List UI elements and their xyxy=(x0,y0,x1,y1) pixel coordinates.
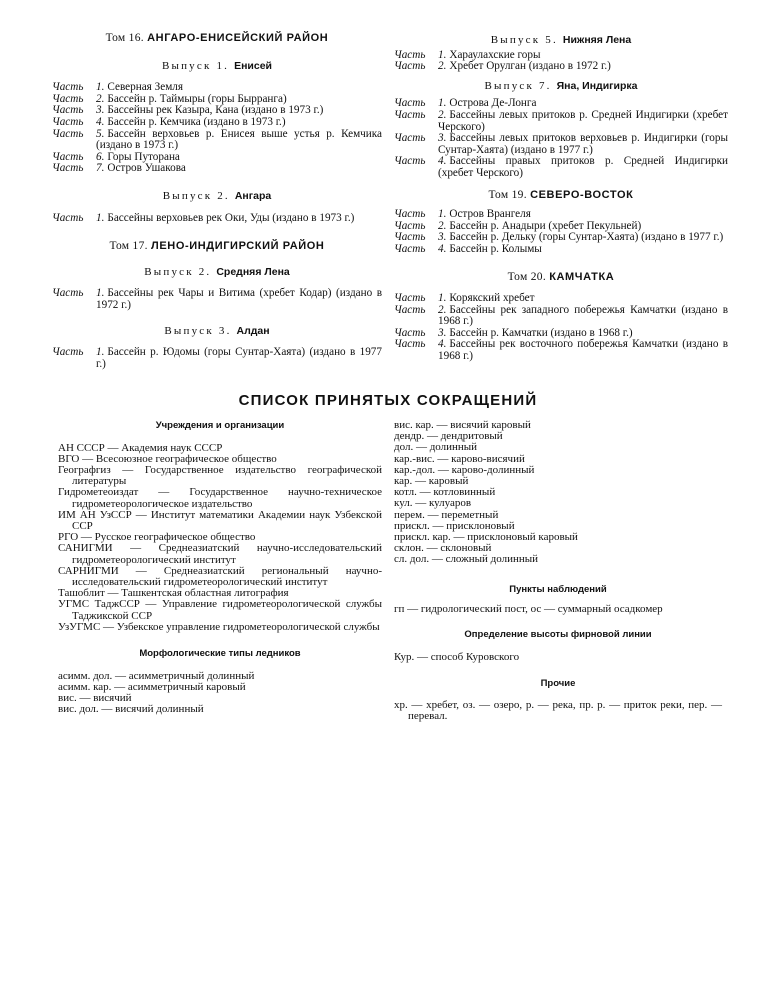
list-item: сл. дол. — сложный долинный xyxy=(394,553,539,566)
orgs-list xyxy=(58,443,382,633)
list-item: вис. — висячий xyxy=(58,692,132,705)
list-item: Ташоблит — Ташкентская областная литография xyxy=(58,587,289,600)
parts-list xyxy=(394,98,728,179)
list-item: котл. — котловинный xyxy=(394,486,496,499)
list-item: кар.-дол. — карово-долинный xyxy=(394,463,535,476)
abbrev-right-column xyxy=(394,420,722,722)
list-item: Часть 4. Бассейны рек восточного побережья Камчатки (издано в 1968 г.) xyxy=(394,338,728,363)
obs-heading: Пункты наблюдений xyxy=(509,583,607,595)
list-item: Часть 2. Бассейн р. Анадыри (хребет Пекульней) xyxy=(394,219,642,232)
issue-heading: Выпуск 7. Яна, Индигирка xyxy=(484,79,638,92)
list-item: Часть 1. Хараулахские горы xyxy=(394,48,541,61)
list-item: вис. кар. — висячий каровый xyxy=(394,419,531,431)
list-item: Часть 1. Острова Де-Лонга xyxy=(394,97,537,110)
volume-20 xyxy=(394,272,728,363)
obs-text: гп — гидрологический пост, ос — суммарный осадкомер xyxy=(394,603,663,616)
list-item: Гидрометеоиздат — Государственное научно-техническое гидрометеорологическое издательство xyxy=(58,486,382,510)
list-item: Часть 2. Хребет Орулган (издано в 1972 г.) xyxy=(394,60,611,73)
firn-text: Кур. — способ Куровского xyxy=(394,651,520,664)
abbreviations-title: СПИСОК ПРИНЯТЫХ СОКРАЩЕНИЙ xyxy=(238,392,538,409)
list-item: Часть 2. Бассейны рек западного побережья Камчатки (издано в 1968 г.) xyxy=(394,303,728,328)
list-item: РГО — Русское географическое общество xyxy=(58,531,256,544)
list-item: асимм. дол. — асимметричный долинный xyxy=(58,669,255,682)
issue-heading: Выпуск 1. Енисей xyxy=(161,59,273,72)
issue-heading: Выпуск 5. Нижняя Лена xyxy=(490,34,632,46)
list-item: УзУГМС — Узбекское управление гидрометеорологической службы xyxy=(58,620,380,633)
list-item: Географгиз — Государственное издательство географической литературы xyxy=(58,464,382,488)
orgs-heading: Учреждения и организации xyxy=(155,420,285,431)
parts-list xyxy=(52,347,382,370)
parts-list xyxy=(52,82,382,175)
parts-list xyxy=(394,209,728,255)
other-text: хр. — хребет, оз. — озеро, р. — река, пр. р. — приток реки, пер. — перевал. xyxy=(394,698,722,723)
list-item: дол. — долинный xyxy=(394,441,478,454)
parts-list xyxy=(394,293,728,363)
list-item: прискл. — присклоновый xyxy=(394,519,515,532)
volume-17 xyxy=(52,241,382,370)
issue-heading: Выпуск 3. Алдан xyxy=(164,324,270,337)
list-item: кар. — каровый xyxy=(394,475,469,488)
abbrev-left-column xyxy=(58,420,382,715)
right-column xyxy=(394,0,728,363)
list-item: Часть 3. Бассейн р. Дельку (горы Сунтар-Хаята) (издано в 1977 г.) xyxy=(394,231,724,244)
volume-heading: Том 16. АНГАРО-ЕНИСЕЙСКИЙ РАЙОН xyxy=(105,32,329,44)
list-item: асимм. кар. — асимметричный каровый xyxy=(58,680,246,693)
list-item: кар.-вис. — карово-висячий xyxy=(394,452,525,465)
list-item: вис. дол. — висячий долинный xyxy=(58,703,204,716)
list-item: Часть 4. Бассейн р. Кемчика (издано в 1973 г.) xyxy=(52,115,286,128)
list-item: Часть 1. Северная Земля xyxy=(52,81,184,94)
volume-heading: Том 17. ЛЕНО-ИНДИГИРСКИЙ РАЙОН xyxy=(109,240,325,253)
list-item: Часть 6. Горы Путорана xyxy=(52,150,180,163)
list-item: прискл. кар. — присклоновый каровый xyxy=(394,531,578,544)
list-item: ИМ АН УзССР — Институт математики Академии наук Узбекской ССР xyxy=(58,508,382,533)
volume-heading: Том 19. СЕВЕРО-ВОСТОК xyxy=(488,188,634,201)
morph-heading: Морфологические типы ледников xyxy=(139,648,301,660)
list-item: АН СССР — Академия наук СССР xyxy=(58,441,223,454)
left-column xyxy=(52,0,382,370)
volume-19 xyxy=(394,190,728,256)
list-item: Часть 7. Остров Ушакова xyxy=(52,162,186,175)
list-item: склон. — склоновый xyxy=(394,542,492,555)
list-item: Часть 4. Бассейн р. Колымы xyxy=(394,242,542,255)
list-item: Часть 1. Бассейны верховьев рек Оки, Уды (издано в 1973 г.) xyxy=(52,211,355,224)
morph-list xyxy=(58,671,382,716)
list-item: ВГО — Всесоюзное географическое общество xyxy=(58,452,277,465)
list-item: Часть 3. Бассейны левых притоков верховьев р. Индигирки (горы Сунтар-Хаята) (издано в 1977 г.) xyxy=(394,132,728,156)
list-item: перем. — переметный xyxy=(394,508,499,521)
list-item: Часть 5. Бассейн верховьев р. Енисея выше устья р. Кемчика (издано в 1973 г.) xyxy=(52,127,382,152)
list-item: кул. — кулуаров xyxy=(394,497,472,510)
list-item: САНИГМИ — Среднеазиатский научно-исследовательский гидрометеорологический институт xyxy=(58,542,382,566)
issue-heading: Выпуск 2. Ангара xyxy=(162,189,272,202)
list-item: САРНИГМИ — Среднеазиатский региональный научно-исследовательский гидрометеорологический институт xyxy=(58,564,382,589)
list-item: Часть 1. Корякский хребет xyxy=(394,292,535,305)
volume-16 xyxy=(52,33,382,224)
parts-list xyxy=(394,50,728,73)
list-item: Часть 1. Бассейн р. Юдомы (горы Сунтар-Хаята) (издано в 1977 г.) xyxy=(52,346,382,370)
volume-heading: Том 20. КАМЧАТКА xyxy=(507,270,615,283)
list-item: Часть 3. Бассейн р. Камчатки (издано в 1968 г.) xyxy=(394,326,633,339)
list-item: Часть 2. Бассейн р. Таймыры (горы Бырранга) xyxy=(52,92,287,105)
parts-list xyxy=(52,213,382,225)
other-heading: Прочие xyxy=(540,678,576,690)
firn-heading: Определение высоты фирновой линии xyxy=(464,629,652,641)
list-item: Часть 1. Остров Врангеля xyxy=(394,208,531,221)
list-item: дендр. — дендритовый xyxy=(394,430,503,443)
list-item: Часть 1. Бассейны рек Чары и Витима (хребет Кодар) (издано в 1972 г.) xyxy=(52,287,382,311)
list-item: Часть 2. Бассейны левых притоков р. Средней Индигирки (хребет Черского) xyxy=(394,108,728,133)
parts-list xyxy=(52,288,382,311)
issue-heading: Выпуск 2. Средняя Лена xyxy=(144,265,290,278)
list-item: Часть 3. Бассейны рек Казыра, Кана (издано в 1973 г.) xyxy=(52,104,324,117)
list-item: Часть 4. Бассейны правых притоков р. Средней Индигирки (хребет Черского) xyxy=(394,155,728,179)
list-item: УГМС ТаджССР — Управление гидрометеорологической службы Таджикской ССР xyxy=(58,598,382,622)
volume-17-continued xyxy=(394,35,728,180)
morph-list-continued xyxy=(394,420,722,566)
